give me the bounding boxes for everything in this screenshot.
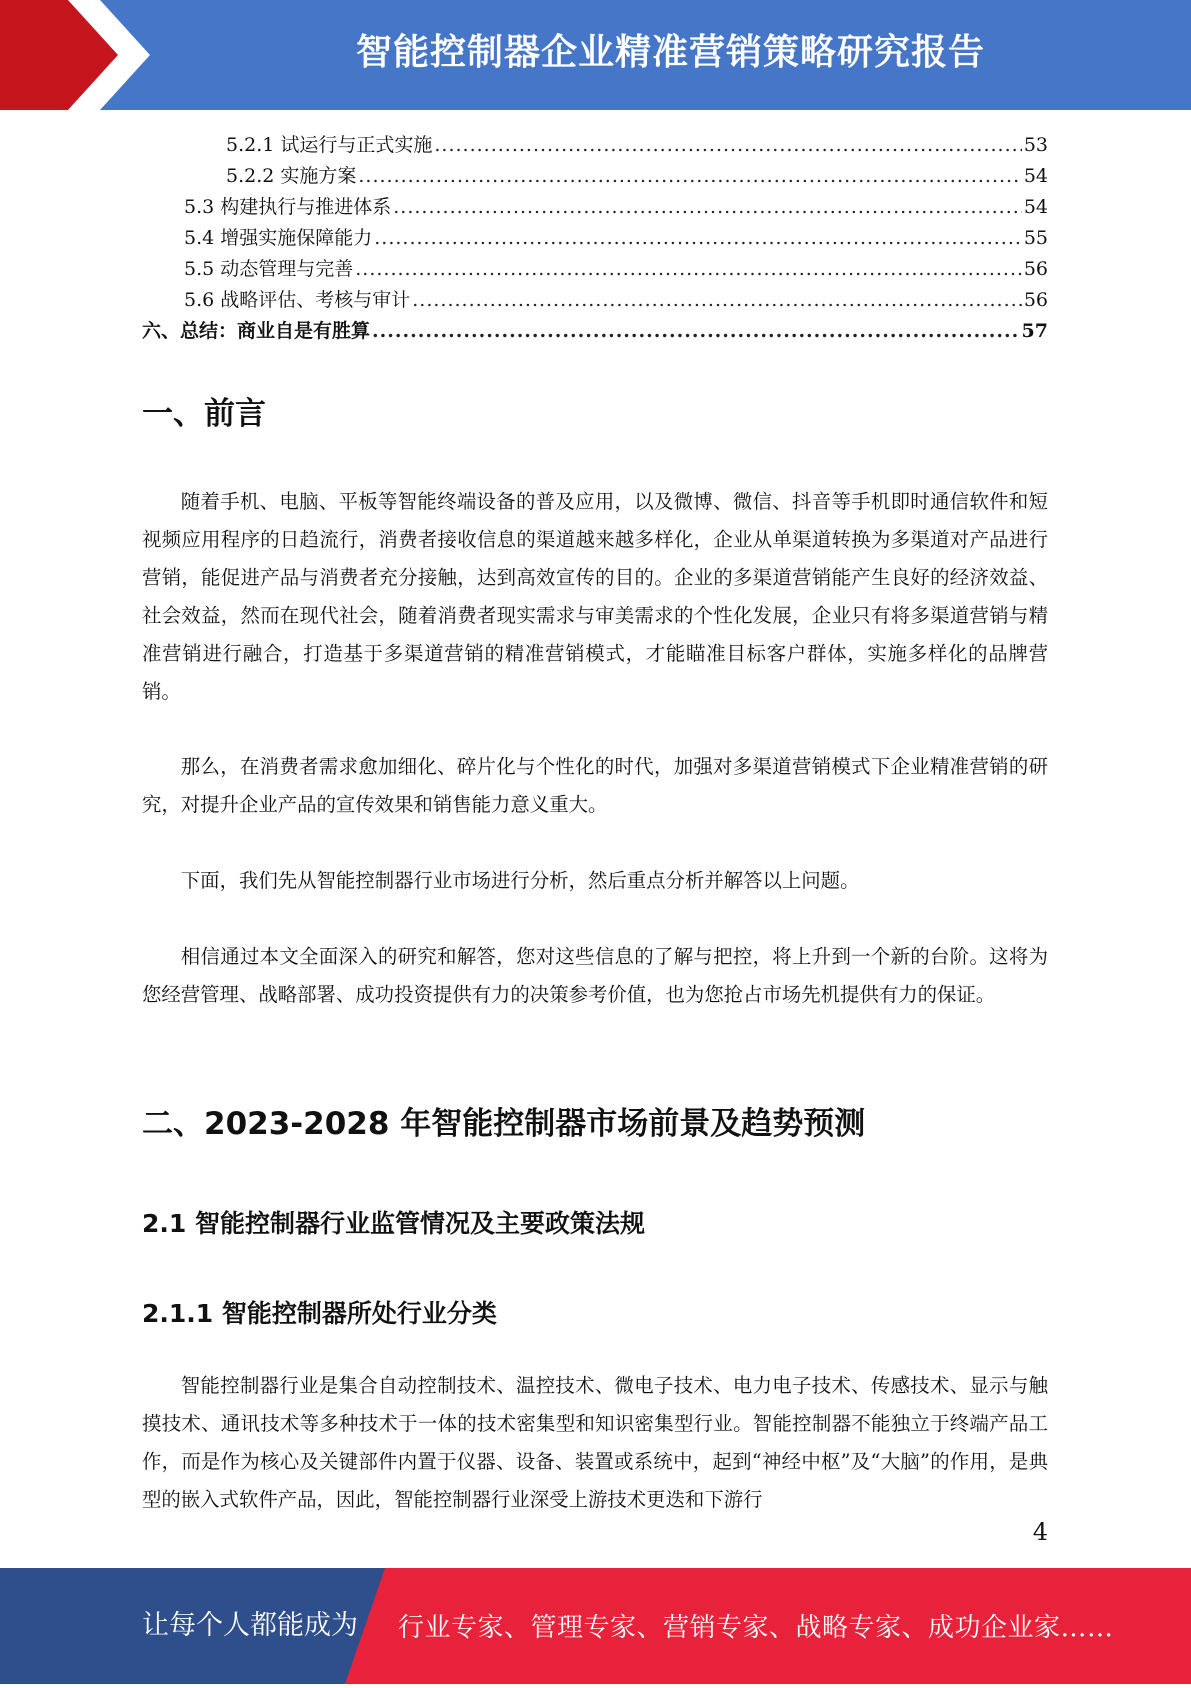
toc-entry[interactable] <box>142 130 1048 161</box>
toc-entry-page: 54 <box>1023 196 1048 218</box>
toc-leader-dots <box>412 285 1022 316</box>
toc-entry[interactable] <box>142 192 1048 223</box>
page-number: 4 <box>1032 1518 1048 1546</box>
toc-entry-page: 55 <box>1023 227 1048 249</box>
toc-entry[interactable] <box>142 316 1048 347</box>
toc-entry-page: 54 <box>1023 165 1048 187</box>
footer-slogan-right: 行业专家、管理专家、营销专家、战略专家、成功企业家…… <box>398 1613 1114 1643</box>
body-paragraph: 相信通过本文全面深入的研究和解答，您对这些信息的了解与把控，将上升到一个新的台阶。这将为您经营管理、战略部署、成功投资提供有力的决策参考价值，也为您抢占市场先机提供有力的保证。 <box>142 945 1048 1006</box>
toc-leader-dots <box>374 223 1022 254</box>
toc-entry-label: 5.5 动态管理与完善 <box>184 258 354 280</box>
toc-entry-label: 六、总结：商业自是有胜算 <box>142 320 371 342</box>
header-banner <box>0 0 1191 110</box>
toc-entry[interactable] <box>142 254 1048 285</box>
body-paragraph: 随着手机、电脑、平板等智能终端设备的普及应用，以及微博、微信、抖音等手机即时通信软件和短视频应用程序的日趋流行，消费者接收信息的渠道越来越多样化，企业从单渠道转换为多渠道对产品进行营销，能促进产品与消费者充分接触，达到高效宣传的目的。企业的多渠道营销能产生良好的经济效益、社会效益，然而在现代社会，随着消费者现实需求与审美需求的个性化发展，企业只有将多渠道营销与精准营销进行融合，打造基于多渠道营销的精准营销模式，才能瞄准目标客户群体，实施多样化的品牌营销。 <box>142 490 1048 703</box>
body-paragraph: 下面，我们先从智能控制器行业市场进行分析，然后重点分析并解答以上问题。 <box>180 869 860 892</box>
toc-entry-label: 5.2.2 实施方案 <box>226 165 357 187</box>
section-heading-preface: 一、前言 <box>142 396 266 432</box>
footer-slogan-left: 让每个人都能成为 <box>142 1610 358 1641</box>
toc-entry[interactable] <box>142 285 1048 316</box>
toc-entry-label: 5.3 构建执行与推进体系 <box>184 196 392 218</box>
toc-entry[interactable] <box>142 223 1048 254</box>
report-title: 智能控制器企业精准营销策略研究报告 <box>355 32 985 73</box>
toc-entry-page: 56 <box>1023 258 1048 280</box>
toc-leader-dots <box>393 192 1022 223</box>
subsection-heading: 2.1 智能控制器行业监管情况及主要政策法规 <box>142 1209 645 1238</box>
body-paragraph: 那么，在消费者需求愈加细化、碎片化与个性化的时代，加强对多渠道营销模式下企业精准营销的研究，对提升企业产品的宣传效果和销售能力意义重大。 <box>142 755 1048 816</box>
toc-entry-label: 5.2.1 试运行与正式实施 <box>226 134 433 156</box>
toc-leader-dots <box>358 161 1021 192</box>
toc-entry-label: 5.4 增强实施保障能力 <box>184 227 373 249</box>
toc-leader-dots <box>372 316 1020 347</box>
toc-entry-label: 5.6 战略评估、考核与审计 <box>184 289 411 311</box>
toc-leader-dots <box>355 254 1022 285</box>
body-paragraph: 智能控制器行业是集合自动控制技术、温控技术、微电子技术、电力电子技术、传感技术、显示与触摸技术、通讯技术等多种技术于一体的技术密集型和知识密集型行业。智能控制器不能独立于终端产品工作，而是作为核心及关键部件内置于仪器、设备、装置或系统中，起到“神经中枢”及“大脑”的作用，是典型的嵌入式软件产品，因此，智能控制器行业深受上游技术更迭和下游行 <box>142 1374 1048 1511</box>
toc-entry-page: 53 <box>1023 134 1048 156</box>
subsubsection-heading: 2.1.1 智能控制器所处行业分类 <box>142 1299 497 1328</box>
toc-leader-dots <box>434 130 1021 161</box>
table-of-contents <box>142 130 1048 347</box>
toc-entry-page: 57 <box>1021 320 1048 342</box>
toc-entry[interactable] <box>142 161 1048 192</box>
section-heading-market-forecast: 二、2023-2028 年智能控制器市场前景及趋势预测 <box>142 1106 866 1142</box>
toc-entry-page: 56 <box>1023 289 1048 311</box>
footer-banner <box>0 1568 1191 1684</box>
